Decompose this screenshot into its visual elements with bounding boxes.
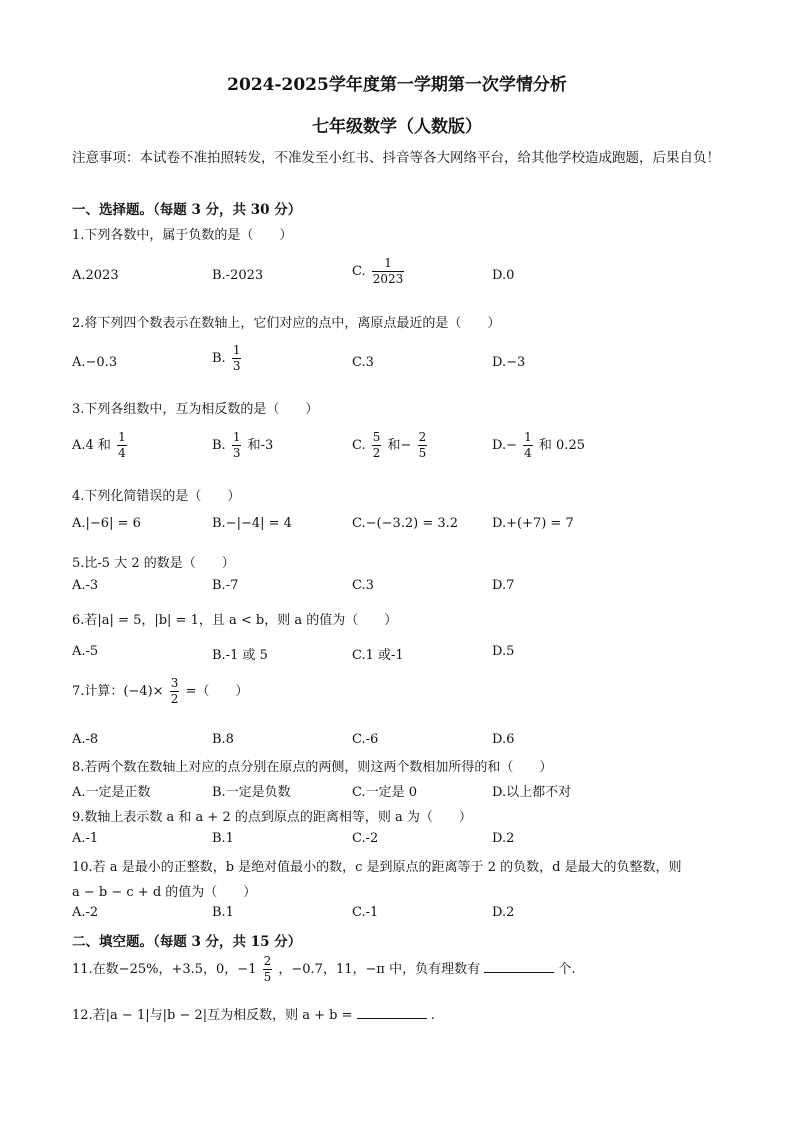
- q8-stem: 8.若两个数在数轴上对应的点分别在原点的两侧，则这两个数相加所得的和（ ）: [72, 760, 553, 775]
- q4-option-c: C.−(−3.2) = 3.2: [352, 516, 459, 531]
- q3-option-c: [352, 430, 429, 461]
- q5-option-a: A.-3: [72, 578, 99, 593]
- q4-option-a: A.|−6| = 6: [72, 516, 141, 531]
- fraction-numerator: 3: [170, 676, 179, 690]
- fraction-numerator: 5: [372, 430, 381, 444]
- q3-option-b-fraction: [232, 430, 242, 461]
- q1-option-c: [352, 256, 406, 287]
- q4-stem: 4.下列化简错误的是（ ）: [72, 489, 241, 504]
- q12-answer-blank[interactable]: [357, 1006, 427, 1019]
- q1-option-b: B.-2023: [212, 268, 264, 283]
- q3-option-c-fraction-2: [418, 430, 428, 461]
- q4-option-b: B.−|−4| = 4: [212, 516, 292, 531]
- q7-stem-prefix: 7.计算：(−4)×: [72, 684, 164, 699]
- q5-option-c: C.3: [352, 578, 374, 593]
- q7-option-a: A.-8: [72, 732, 99, 747]
- q10-stem-line-2: a − b − c + d 的值为（ ）: [72, 885, 257, 900]
- q12-prefix: 12.若|a − 1|与|b − 2|互为相反数，则 a + b =: [72, 1008, 353, 1023]
- q10-option-d: D.2: [492, 905, 515, 920]
- q3-option-c-fraction-1: [372, 430, 382, 461]
- q3-option-a-fraction: [117, 430, 127, 461]
- q10-option-b: B.1: [212, 905, 234, 920]
- q12-end: .: [430, 1008, 435, 1023]
- q3-option-b: [212, 430, 273, 461]
- q2-option-c: C.3: [352, 355, 374, 370]
- q7-option-b: B.8: [212, 732, 234, 747]
- fraction-denominator: 2023: [372, 272, 404, 286]
- q3-option-d-suffix: 和 0.25: [538, 438, 585, 453]
- q8-option-a: A.一定是正数: [72, 785, 151, 800]
- fraction-denominator: 2: [372, 446, 381, 460]
- exam-subtitle: 七年级数学（人数版）: [312, 117, 482, 137]
- q11-stem: [72, 954, 576, 985]
- q5-option-d: D.7: [492, 578, 515, 593]
- q3-stem: 3.下列各组数中，互为相反数的是（ ）: [72, 402, 319, 417]
- section-choice-heading: 一、选择题。（每题 3 分，共 30 分）: [72, 202, 302, 218]
- q9-option-a: A.-1: [72, 831, 99, 846]
- q11-end: 个.: [558, 962, 576, 977]
- q1-option-d: D.0: [492, 268, 515, 283]
- fraction-numerator: 1: [232, 430, 241, 444]
- q3-option-d-prefix: D.−: [492, 438, 517, 453]
- q1-option-c-fraction: [372, 256, 405, 287]
- fraction-denominator: 3: [232, 359, 241, 373]
- q1-option-c-prefix: C.: [352, 264, 366, 279]
- q5-stem: 5.比-5 大 2 的数是（ ）: [72, 556, 235, 571]
- q11-suffix: ，−0.7，11，−π 中，负有理数有: [278, 962, 481, 977]
- q2-stem: 2.将下列四个数表示在数轴上，它们对应的点中，离原点最近的是（ ）: [72, 316, 501, 331]
- q1-stem: 1.下列各数中，属于负数的是（ ）: [72, 228, 293, 243]
- q6-option-d: D.5: [492, 644, 515, 659]
- q2-option-b-fraction: [232, 343, 242, 374]
- fraction-numerator: 1: [118, 430, 126, 444]
- fraction-numerator: 1: [232, 343, 241, 357]
- q6-option-a: A.-5: [72, 644, 99, 659]
- q12-stem: [72, 1004, 435, 1023]
- q2-option-b: [212, 343, 243, 374]
- q9-option-c: C.-2: [352, 831, 379, 846]
- exam-title: 2024-2025学年度第一学期第一次学情分析: [227, 75, 567, 95]
- q8-option-b: B.一定是负数: [212, 785, 291, 800]
- q3-option-d: [492, 430, 585, 461]
- q3-option-a: [72, 430, 129, 461]
- q3-option-a-prefix: A.4 和: [72, 438, 111, 453]
- q9-stem: 9.数轴上表示数 a 和 a + 2 的点到原点的距离相等，则 a 为（ ）: [72, 810, 472, 825]
- q7-fraction: [170, 676, 180, 707]
- q8-option-d: D.以上都不对: [492, 785, 572, 800]
- q6-option-b: B.-1 或 5: [212, 648, 268, 663]
- q6-stem: 6.若|a| = 5，|b| = 1，且 a < b，则 a 的值为（ ）: [72, 613, 398, 628]
- q7-option-d: D.6: [492, 732, 515, 747]
- fraction-denominator: 4: [118, 446, 126, 460]
- q2-option-a: A.−0.3: [72, 355, 118, 370]
- q3-option-b-suffix: 和-3: [247, 438, 274, 453]
- q1-option-a: A.2023: [72, 268, 119, 283]
- q10-stem-line-1: 10.若 a 是最小的正整数，b 是绝对值最小的数，c 是到原点的距离等于 2 的负数，d 是最大的负整数，则: [72, 860, 682, 875]
- q5-option-b: B.-7: [212, 578, 239, 593]
- fraction-denominator: 5: [418, 446, 427, 460]
- q9-option-b: B.1: [212, 831, 234, 846]
- fraction-numerator: 1: [384, 256, 392, 270]
- q9-option-d: D.2: [492, 831, 515, 846]
- q3-option-b-prefix: B.: [212, 438, 226, 453]
- q10-option-c: C.-1: [352, 905, 379, 920]
- q2-option-d: D.−3: [492, 355, 526, 370]
- q7-option-c: C.-6: [352, 732, 379, 747]
- q3-option-d-fraction: [523, 430, 533, 461]
- q11-prefix: 11.在数−25%，+3.5，0，−1: [72, 962, 257, 977]
- q3-option-c-prefix: C.: [352, 438, 366, 453]
- notice-text: 注意事项：本试卷不准拍照转发，不准发至小红书、抖音等各大网络平台，给其他学校造成跑题，后果自负！: [72, 150, 720, 166]
- q2-option-b-prefix: B.: [212, 351, 226, 366]
- q7-stem-suffix: =（ ）: [185, 684, 249, 699]
- q11-answer-blank[interactable]: [484, 960, 554, 973]
- fraction-numerator: 1: [524, 430, 532, 444]
- q11-fraction: [263, 954, 273, 985]
- section-fill-heading: 二、填空题。（每题 3 分，共 15 分）: [72, 934, 302, 950]
- q8-option-c: C.一定是 0: [352, 785, 418, 800]
- fraction-denominator: 3: [232, 446, 241, 460]
- q3-option-c-mid: 和−: [387, 438, 412, 453]
- fraction-denominator: 2: [170, 692, 179, 706]
- fraction-denominator: 4: [524, 446, 532, 460]
- fraction-numerator: 2: [418, 430, 427, 444]
- q4-option-d: D.+(+7) = 7: [492, 516, 574, 531]
- q6-option-c: C.1 或-1: [352, 648, 404, 663]
- q10-option-a: A.-2: [72, 905, 99, 920]
- fraction-numerator: 2: [263, 954, 272, 968]
- q7-stem: [72, 676, 248, 707]
- fraction-denominator: 5: [263, 970, 272, 984]
